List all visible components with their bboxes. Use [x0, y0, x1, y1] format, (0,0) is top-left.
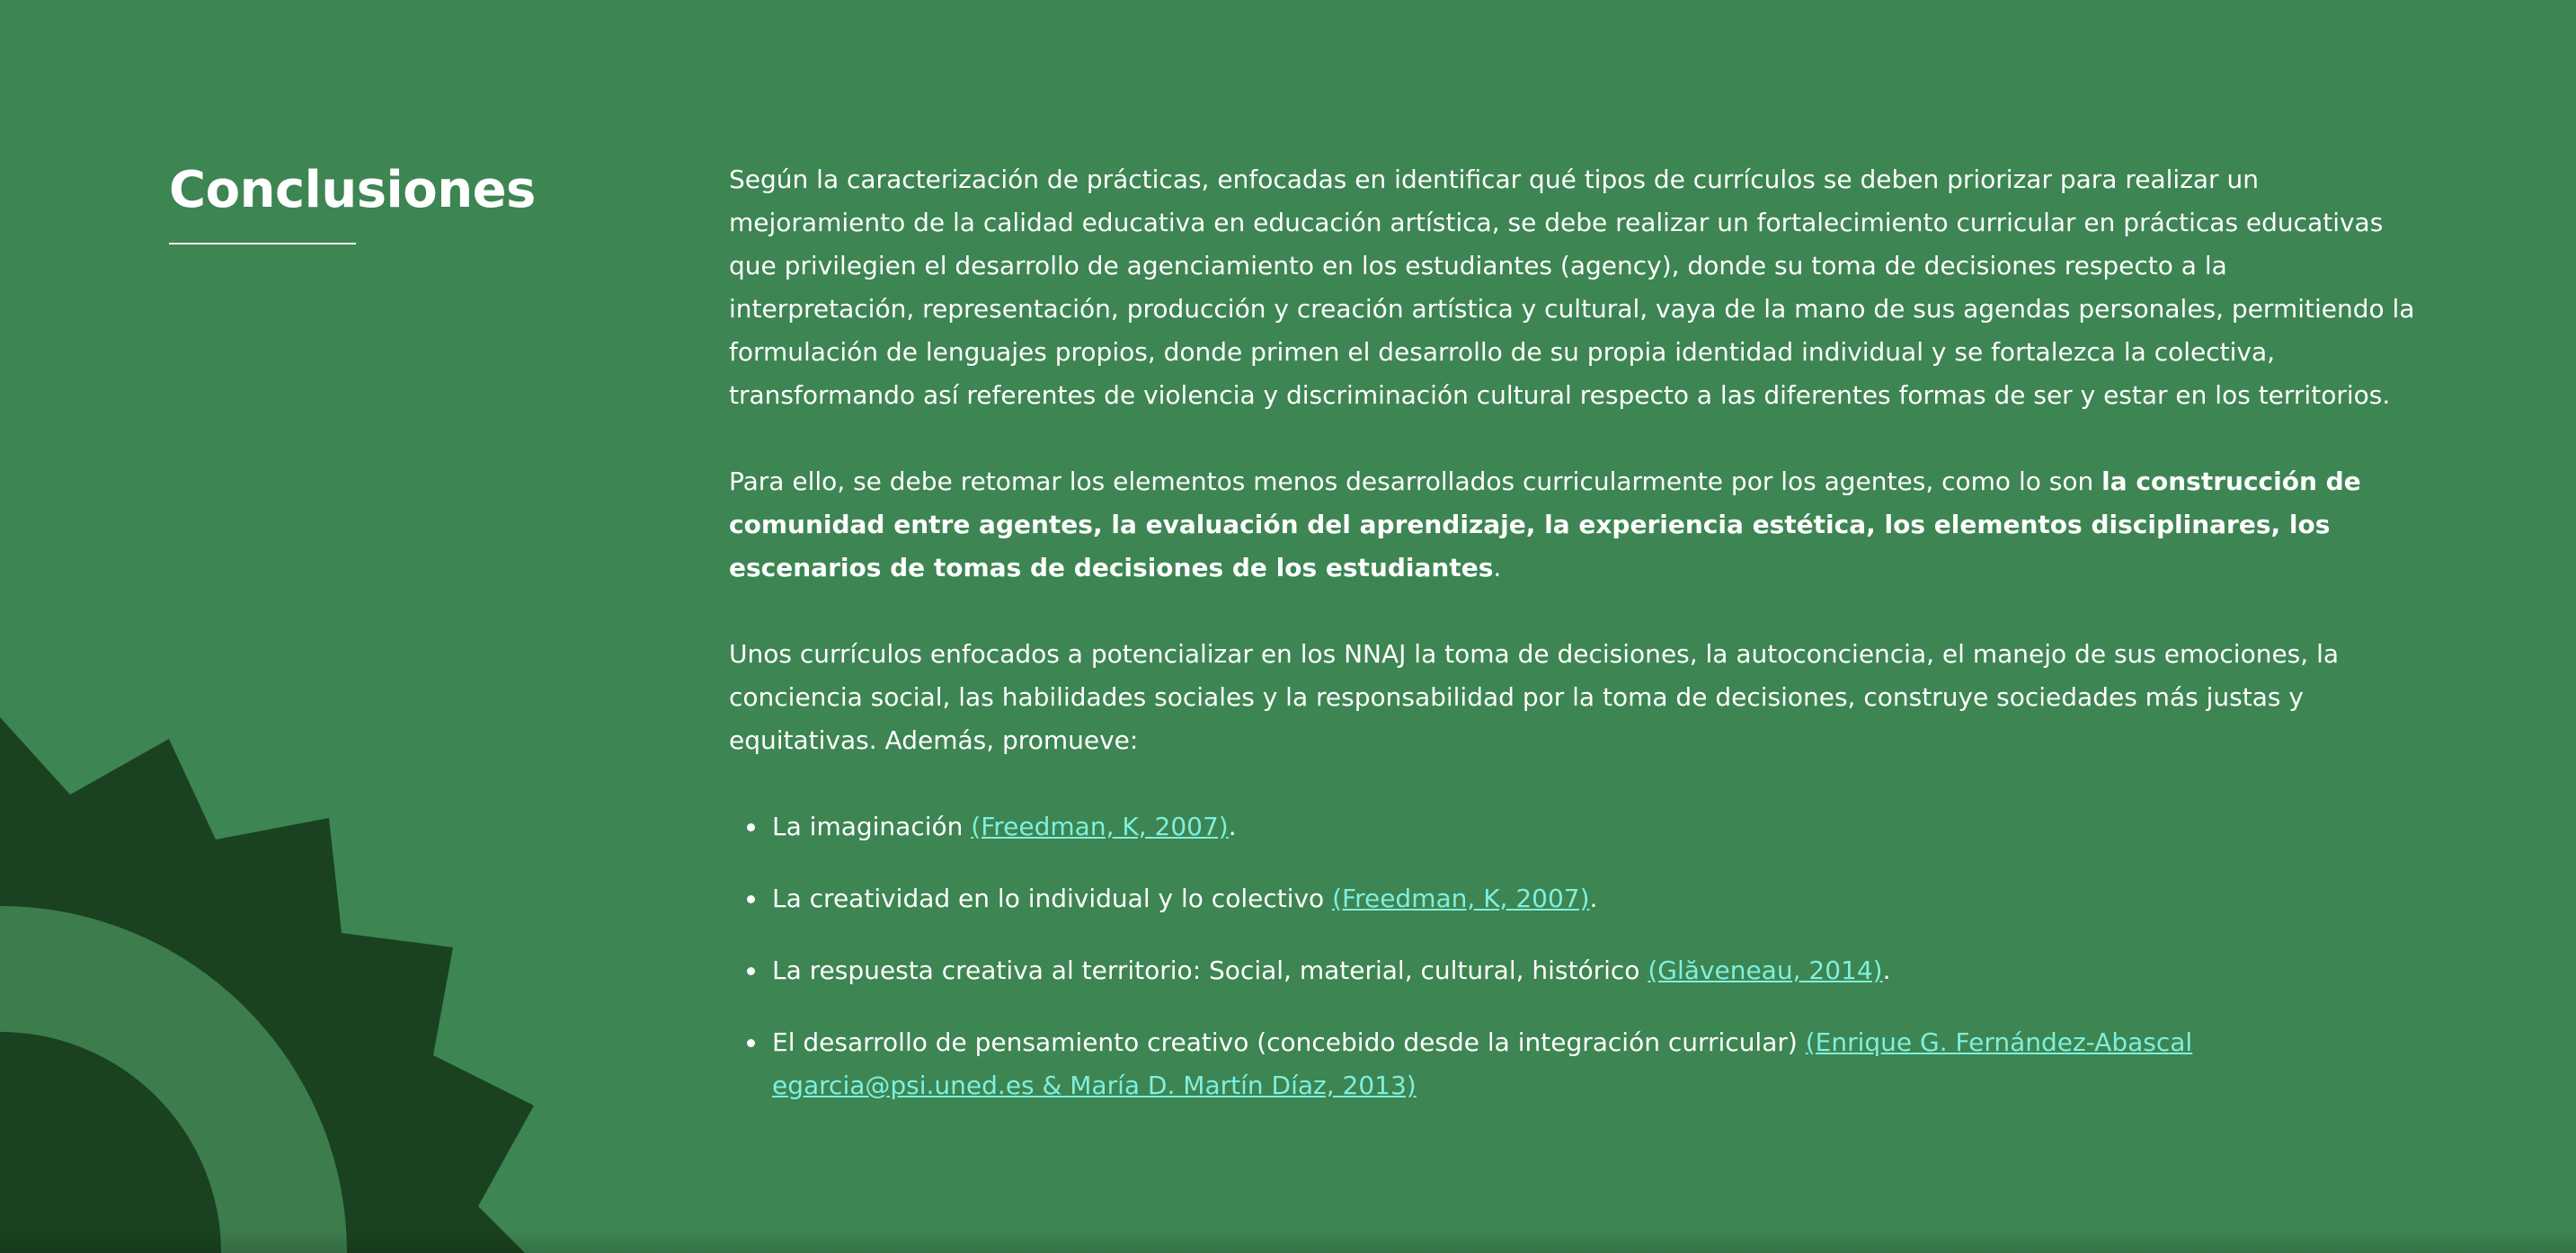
paragraph-elements [729, 460, 2419, 590]
citation-link-fernandez-abascal[interactable]: (Enrique G. Fernández-Abascal egarcia@psi.uned.es & María D. Martín Díaz, 2013) [772, 1027, 2193, 1100]
benefits-list [729, 805, 2419, 1107]
paragraph-elements-intro: Para ello, se debe retomar los elementos menos desarrollados curricularmente por los agentes, como lo son [729, 467, 2102, 496]
list-item-end: . [1589, 884, 1598, 913]
list-item-territory-response [729, 949, 2419, 992]
conclusions-body [729, 158, 2419, 1136]
paragraph-elements-end: . [1493, 553, 1502, 582]
sunburst-gear-icon [0, 701, 557, 1253]
paragraph-elements-bold: la construcción de comunidad entre agentes, la evaluación del aprendizaje, la experiencia estética, los elementos disciplinares, los escenarios de tomas de decisiones de los estudiantes [729, 467, 2361, 582]
section-title: Conclusiones [169, 161, 536, 219]
list-item-end: . [1228, 812, 1237, 841]
heading-block [169, 158, 636, 244]
list-item-imagination [729, 805, 2419, 849]
list-item-creative-thinking [729, 1021, 2419, 1107]
citation-link-glaveneau[interactable]: (Glăveneau, 2014) [1648, 955, 1883, 985]
list-item-text: La creatividad en lo individual y lo colectivo [772, 884, 1333, 913]
citation-link-freedman[interactable]: (Freedman, K, 2007) [1332, 884, 1590, 913]
paragraph-curricula: Unos currículos enfocados a potencializar en los NNAJ la toma de decisiones, la autoconciencia, el manejo de sus emociones, la conciencia social, las habilidades sociales y la responsabilidad por la toma de decisiones, construye sociedades más justas y equitativas. Además, promueve: [729, 639, 2340, 755]
bullet-dot-icon [747, 823, 755, 831]
list-item-end: . [1882, 955, 1891, 985]
list-item-text: La respuesta creativa al territorio: Social, material, cultural, histórico [772, 955, 1648, 985]
bullet-dot-icon [747, 895, 755, 903]
list-item-text: La imaginación [772, 812, 972, 841]
title-underline-divider [169, 243, 356, 244]
paragraph-characterization: Según la caracterización de prácticas, enfocadas en identificar qué tipos de currículos se deben priorizar para realizar un mejoramiento de la calidad educativa en educación artística, se debe realizar un fortalecimiento curricular en prácticas educativas que privilegien el desarrollo de agenciamiento en los estudiantes (agency), donde su toma de decisiones respecto a la interpretación, representación, producción y creación artística y cultural, vaya de la mano de sus agendas personales, permitiendo la formulación de lenguajes propios, donde primen el desarrollo de su propia identidad individual y se fortalezca la colectiva, transformando así referentes de violencia y discriminación cultural respecto a las diferentes formas de ser y estar en los territorios. [729, 164, 2415, 410]
bullet-dot-icon [747, 967, 755, 975]
bullet-dot-icon [747, 1039, 755, 1047]
citation-link-freedman[interactable]: (Freedman, K, 2007) [971, 812, 1229, 841]
list-item-creativity [729, 877, 2419, 920]
list-item-text: El desarrollo de pensamiento creativo (concebido desde la integración curricular) [772, 1027, 1806, 1057]
